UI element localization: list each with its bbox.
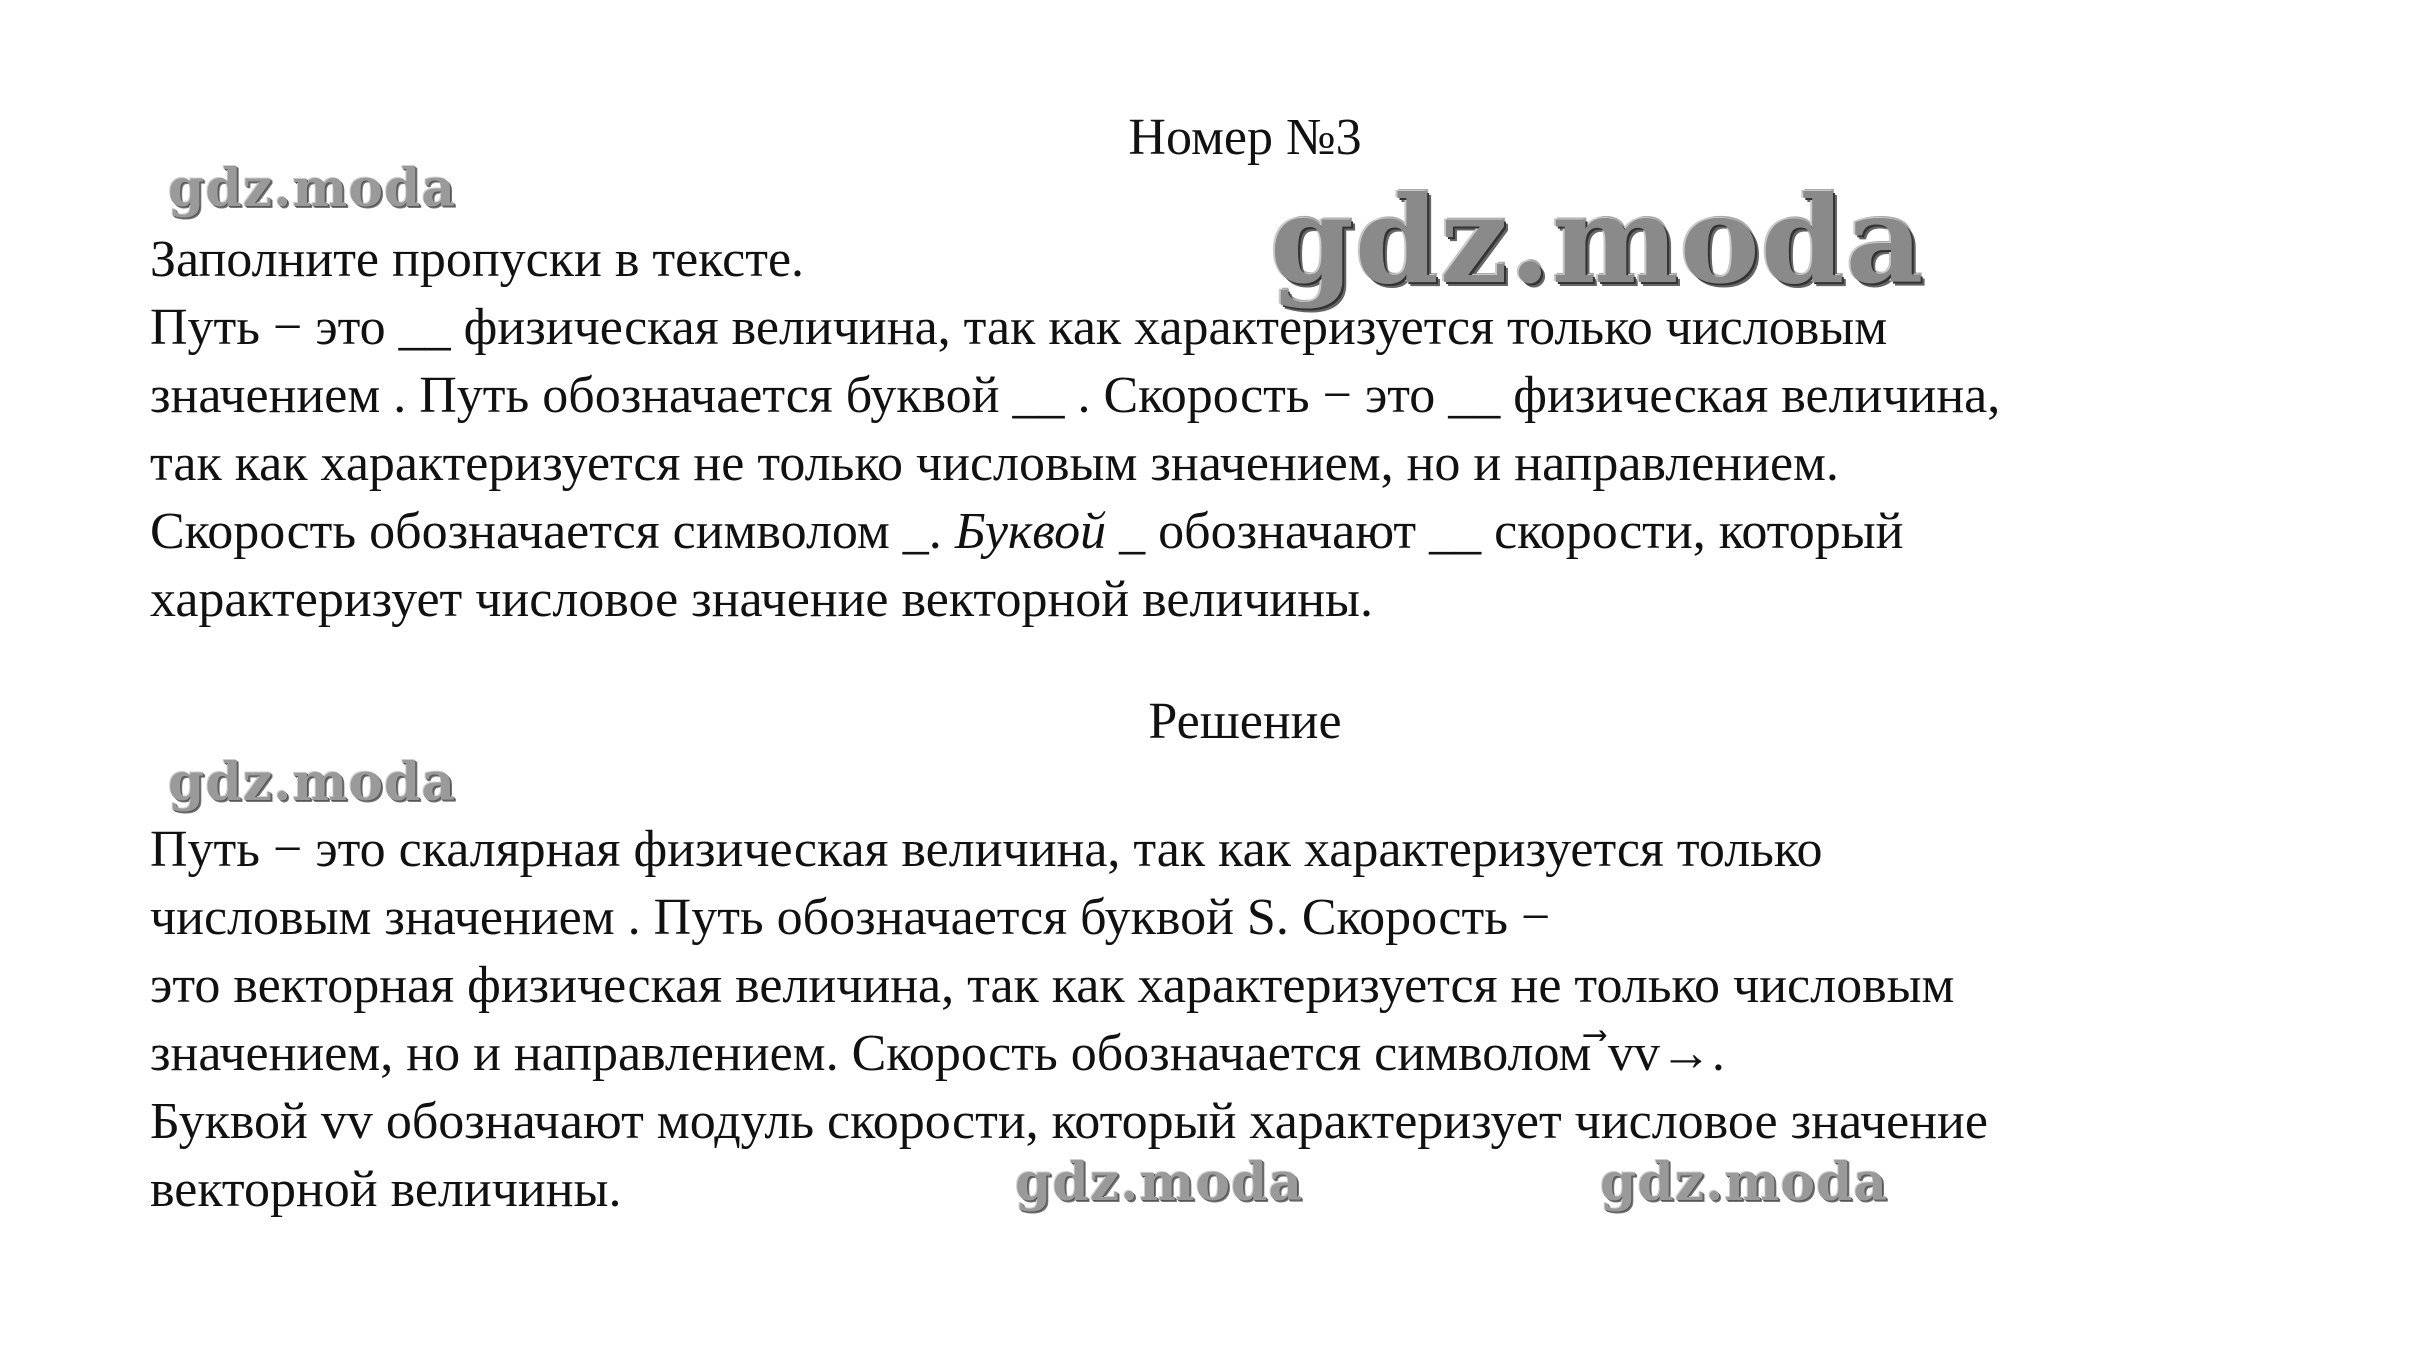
task-line: значением . Путь обозначается буквой __ . Скорость − это __ физическая величина, bbox=[150, 367, 2001, 424]
solution-heading: Решение bbox=[1148, 693, 1342, 750]
answer-line: числовым значением . Путь обозначается буквой S. Скорость − bbox=[150, 889, 1551, 946]
watermark-logo: gdz.moda bbox=[1600, 1152, 1889, 1213]
answer-line: Буквой vv обозначают модуль скорости, который характеризует числовое значение bbox=[150, 1093, 1988, 1150]
watermark-logo: gdz.moda bbox=[168, 158, 457, 219]
watermark-logo-large: gdz.moda bbox=[1270, 170, 1925, 311]
task-line: Путь − это __ физическая величина, так как характеризуется только числовым bbox=[150, 299, 1888, 356]
watermark-logo: gdz.moda bbox=[1015, 1152, 1304, 1213]
task-line: характеризует числовое значение векторной величины. bbox=[150, 571, 1373, 628]
answer-line: векторной величины. bbox=[150, 1161, 622, 1218]
task-line: так как характеризуется не только числовым значением, но и направлением. bbox=[150, 435, 1839, 492]
page-title: Номер №3 bbox=[1128, 109, 1362, 166]
answer-line: значением, но и направлением. Скорость обозначается символом ⃗vv→. bbox=[150, 1025, 1725, 1082]
watermark-logo: gdz.moda bbox=[168, 752, 457, 813]
task-line-italic-part: Буквой _ bbox=[954, 503, 1146, 560]
answer-line: Путь − это скалярная физическая величина, так как характеризуется только bbox=[150, 821, 1823, 878]
answer-line: это векторная физическая величина, так как характеризуется не только числовым bbox=[150, 957, 1955, 1014]
task-line bbox=[150, 498, 2390, 566]
task-line: Заполните пропуски в тексте. bbox=[150, 231, 805, 288]
task-line-part: обозначают __ скорости, который bbox=[1158, 503, 1904, 560]
task-line-part: Скорость обозначается символом _. bbox=[150, 503, 942, 560]
